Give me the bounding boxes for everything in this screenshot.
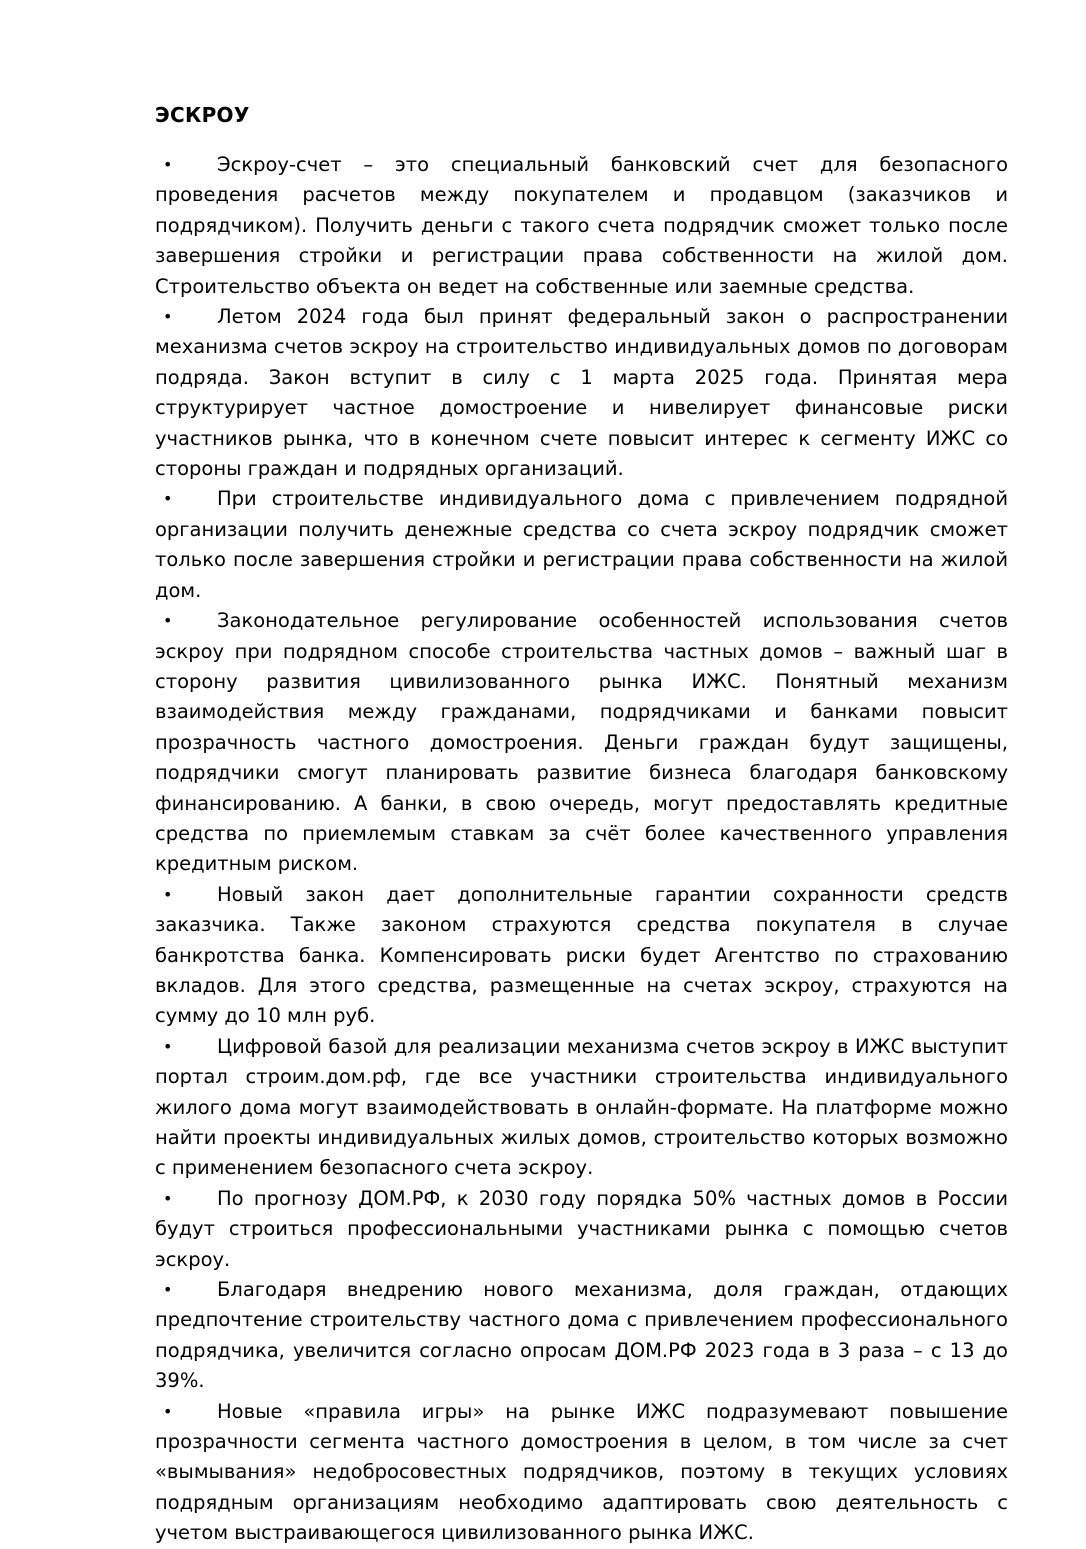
list-item-text: Новый закон дает дополнительные гарантии сохранности средств заказчика. Также законом страхуются средства покупателя в случае банкротства банка. Компенсировать риски будет Агентство по страхованию вкладов. Для этого средства, размещенные на счетах эскроу, страхуются на сумму до 10 млн руб. <box>155 882 1008 1028</box>
bullet-icon: • <box>163 1401 173 1421</box>
list-item-text: Эскроу-счет – это специальный банковский счет для безопасного проведения расчетов между покупателем и продавцом (заказчиков и подрядчиком). Получить деньги с такого счета подрядчик сможет только после завершения стройки и регистрации права собственности на жилой дом. Строительство объекта он ведет на собственные или заемные средства. <box>155 153 1008 298</box>
document-page <box>155 100 1008 1549</box>
bullet-icon: • <box>163 1188 173 1208</box>
bullet-list <box>155 150 1008 1549</box>
bullet-icon: • <box>163 489 173 509</box>
list-item <box>155 1397 1008 1549</box>
list-item <box>155 484 1008 606</box>
list-item-text: По прогнозу ДОМ.РФ, к 2030 году порядка 50% частных домов в России будут строиться профессиональными участниками рынка с помощью счетов эскроу. <box>155 1186 1008 1271</box>
bullet-icon: • <box>163 884 173 904</box>
list-item <box>155 150 1008 302</box>
bullet-icon: • <box>163 1280 173 1300</box>
list-item-text: Летом 2024 года был принят федеральный закон о распространении механизма счетов эскроу на строительство индивидуальных домов по договорам подряда. Закон вступит в силу с 1 марта 2025 года. Принятая мера структурирует частное домостроение и нивелирует финансовые риски участников рынка, что в конечном счете повысит интерес к сегменту ИЖС со стороны граждан и подрядных организаций. <box>155 305 1008 481</box>
bullet-icon: • <box>163 307 173 327</box>
list-item-text: Законодательное регулирование особенностей использования счетов эскроу при подрядном способе строительства частных домов – важный шаг в сторону развития цивилизованного рынка ИЖС. Понятный механизм взаимодействия между гражданами, подрядчиками и банками повысит прозрачность частного домостроения. Деньги граждан будут защищены, подрядчики смогут планировать развитие бизнеса благодаря банковскому финансированию. А банки, в свою очередь, могут предоставлять кредитные средства по приемлемым ставкам за счёт более качественного управления кредитным риском. <box>155 609 1008 876</box>
list-item <box>155 1184 1008 1275</box>
list-item <box>155 1032 1008 1184</box>
list-item <box>155 606 1008 880</box>
list-item <box>155 1275 1008 1397</box>
list-item <box>155 880 1008 1032</box>
bullet-icon: • <box>163 155 173 174</box>
list-item-text: При строительстве индивидуального дома с привлечением подрядной организации получить денежные средства со счета эскроу подрядчик сможет только после завершения стройки и регистрации права собственности на жилой дом. <box>155 487 1008 602</box>
bullet-icon: • <box>163 611 173 631</box>
document-title: ЭСКРОУ <box>155 103 250 127</box>
list-item-text: Благодаря внедрению нового механизма, доля граждан, отдающих предпочтение строительству частного дома с привлечением профессионального подрядчика, увеличится согласно опросам ДОМ.РФ 2023 года в 3 раза – с 13 до 39%. <box>155 1278 1008 1393</box>
list-item-text: Новые «правила игры» на рынке ИЖС подразумевают повышение прозрачности сегмента частного домостроения в целом, в том числе за счет «вымывания» недобросовестных подрядчиков, поэтому в текущих условиях подрядным организациям необходимо адаптировать свою деятельность с учетом выстраивающегося цивилизованного рынка ИЖС. <box>155 1399 1008 1545</box>
bullet-icon: • <box>163 1036 173 1056</box>
list-item-text: Цифровой базой для реализации механизма счетов эскроу в ИЖС выступит портал строим.дом.рф, где все участники строительства индивидуального жилого дома могут взаимодействовать в онлайн-формате. На платформе можно найти проекты индивидуальных жилых домов, строительство которых возможно с применением безопасного счета эскроу. <box>155 1034 1008 1180</box>
list-item <box>155 302 1008 484</box>
